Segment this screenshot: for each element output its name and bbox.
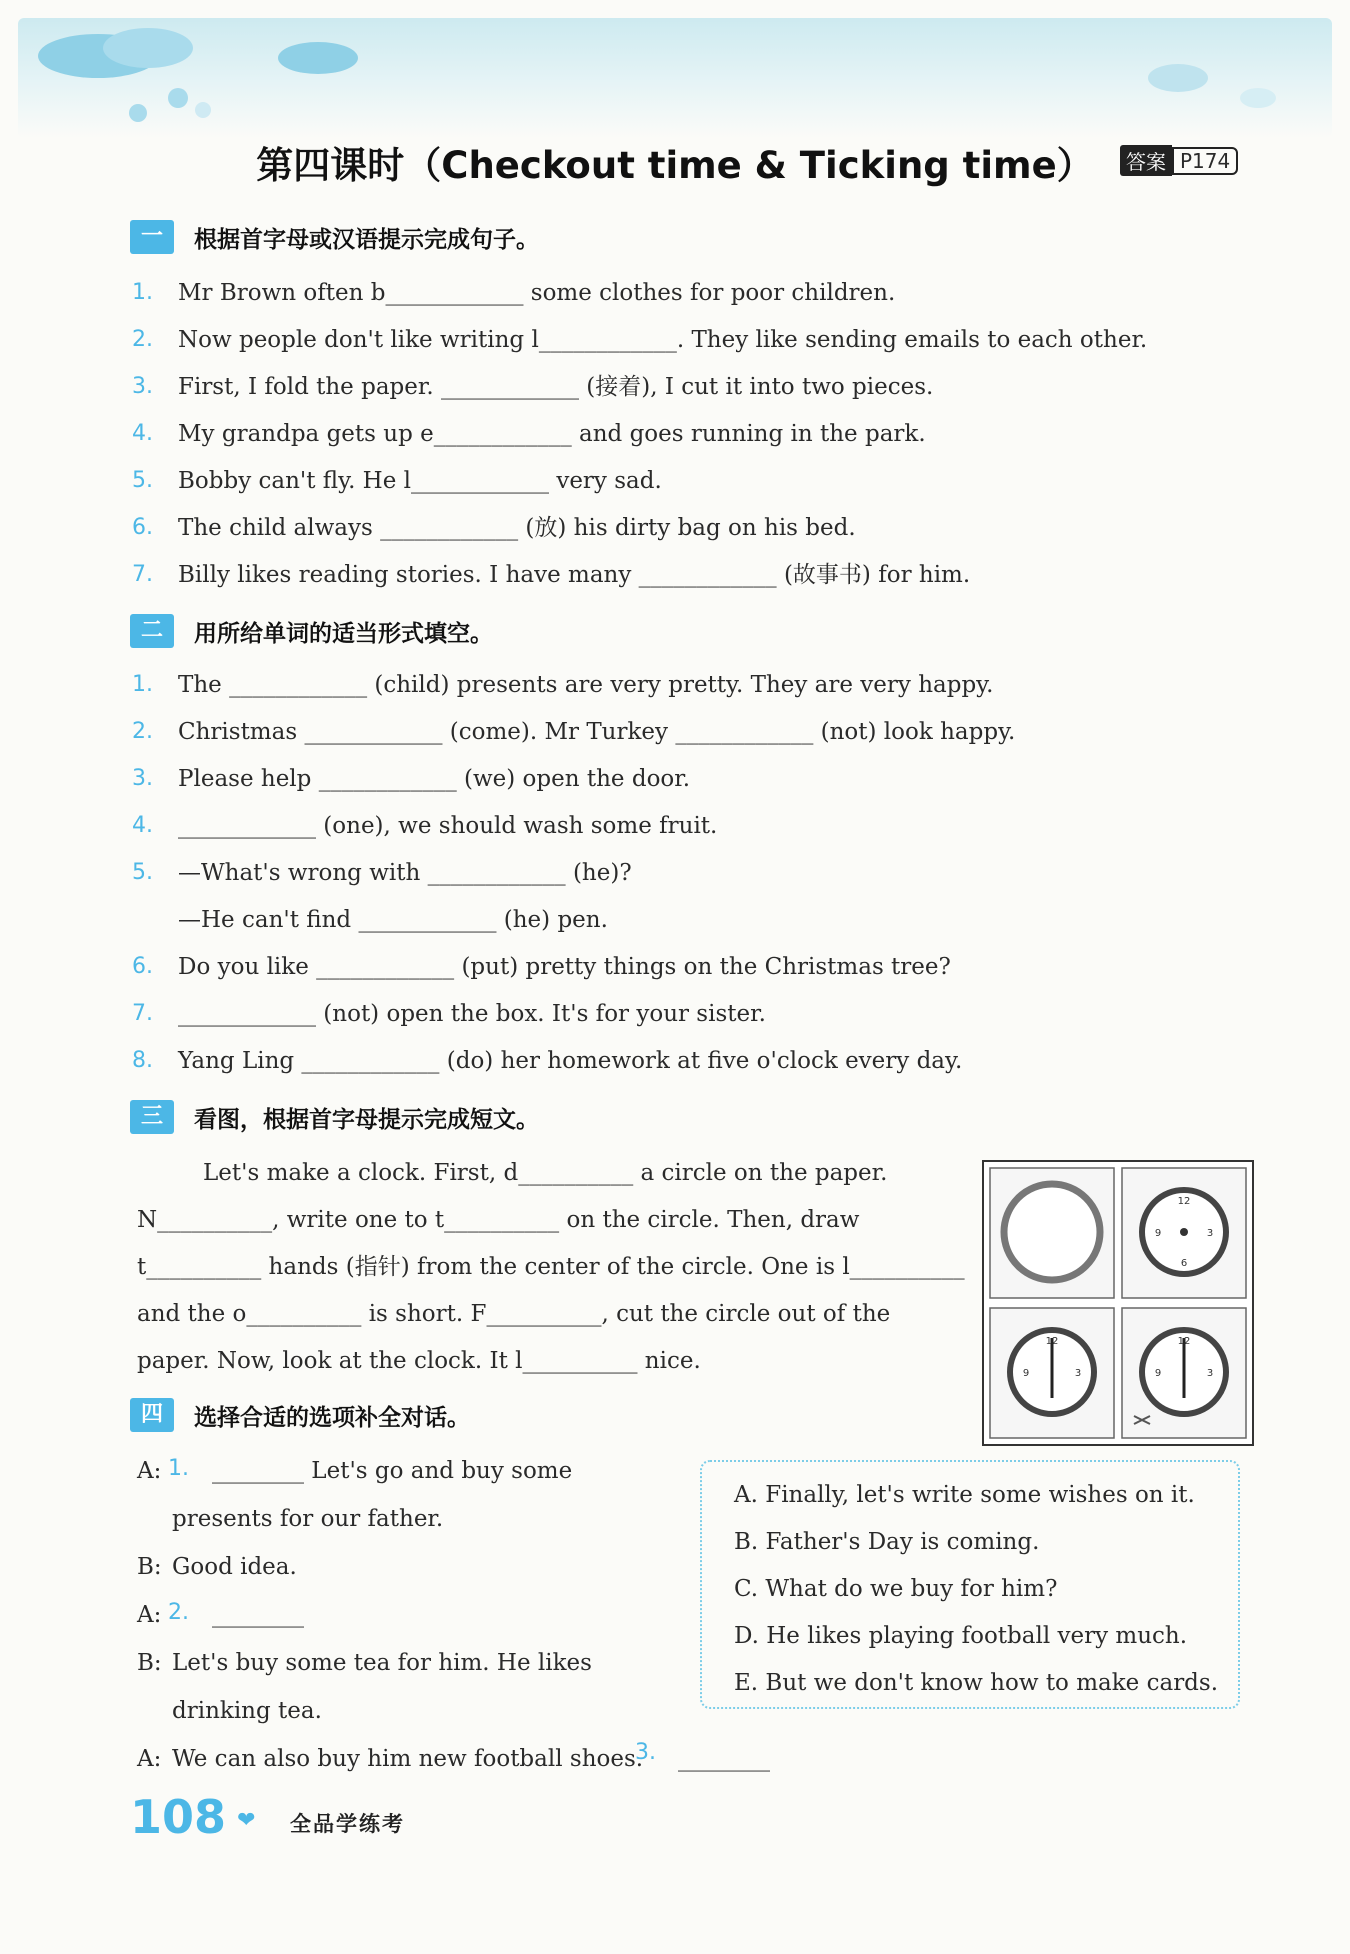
option-b <box>734 1529 1039 1555</box>
question-number: 3. <box>132 766 153 791</box>
option-text: Father's Day is coming. <box>765 1529 1040 1555</box>
question-text: The child always ____________ (放) his dirty bag on his bed. <box>178 515 856 541</box>
option-text: Finally, let's write some wishes on it. <box>765 1482 1195 1508</box>
option-letter: A. <box>734 1482 758 1508</box>
section-3-title: 看图，根据首字母提示完成短文。 <box>194 1106 539 1133</box>
question-text: Bobby can't fly. He l____________ very sad. <box>178 468 662 494</box>
option-letter: C. <box>734 1576 759 1602</box>
options-box <box>700 1460 1240 1709</box>
question-number: 1. <box>168 1456 189 1481</box>
option-letter: B. <box>734 1529 759 1555</box>
section-1-heading <box>130 220 539 254</box>
question-number: 7. <box>132 562 153 587</box>
question-text: First, I fold the paper. ____________ (接着), I cut it into two pieces. <box>178 374 934 400</box>
question-text: The ____________ (child) presents are very pretty. They are very happy. <box>178 672 994 698</box>
option-c <box>734 1576 1057 1602</box>
section-3-heading <box>130 1100 539 1134</box>
dialogue-blank: ________ <box>678 1746 770 1772</box>
question-text: Now people don't like writing l____________. They like sending emails to each other. <box>178 327 1148 353</box>
clock-steps-icon <box>984 1162 1252 1444</box>
dialogue-line: drinking tea. <box>172 1698 322 1724</box>
option-d <box>734 1623 1187 1649</box>
dialogue-line: We can also buy him new football shoes. <box>172 1746 644 1772</box>
passage-line: t__________ hands (指针) from the center of the circle. One is l__________ <box>137 1254 965 1280</box>
question-text: Yang Ling ____________ (do) her homework at five o'clock every day. <box>178 1048 963 1074</box>
clock-steps-illustration <box>982 1160 1254 1446</box>
dialogue-line: Let's buy some tea for him. He likes <box>172 1650 592 1676</box>
passage-line: N__________, write one to t__________ on the circle. Then, draw <box>137 1207 860 1233</box>
page-title: 第四课时（Checkout time & Ticking time） <box>256 144 1094 187</box>
section-2-title: 用所给单词的适当形式填空。 <box>194 620 493 647</box>
question-number: 5. <box>132 468 153 493</box>
question-text: Do you like ____________ (put) pretty things on the Christmas tree? <box>178 954 951 980</box>
question-text: Mr Brown often b____________ some clothes for poor children. <box>178 280 896 306</box>
option-letter: E. <box>734 1670 759 1696</box>
question-number: 3. <box>635 1740 656 1765</box>
question-text: Christmas ____________ (come). Mr Turkey ____________ (not) look happy. <box>178 719 1016 745</box>
dialogue-speaker: B: <box>137 1650 162 1676</box>
section-2-heading <box>130 614 493 648</box>
question-text: ____________ (one), we should wash some fruit. <box>178 813 718 839</box>
dialogue-line: Good idea. <box>172 1554 297 1580</box>
dialogue-line: presents for our father. <box>172 1506 444 1532</box>
option-text: But we don't know how to make cards. <box>765 1670 1219 1696</box>
svg-text:3: 3 <box>1206 1228 1214 1239</box>
dialogue-speaker: A: <box>137 1746 162 1772</box>
question-number: 1. <box>132 672 153 697</box>
passage-line: and the o__________ is short. F__________, cut the circle out of the <box>137 1301 891 1327</box>
svg-text:6: 6 <box>1180 1258 1188 1269</box>
question-number: 2. <box>168 1600 189 1625</box>
answer-label: 答案 <box>1120 145 1172 176</box>
dialogue-line: ________ Let's go and buy some <box>212 1458 573 1484</box>
svg-text:12: 12 <box>1045 1336 1059 1347</box>
svg-text:9: 9 <box>1022 1368 1030 1379</box>
option-letter: D. <box>734 1623 759 1649</box>
passage-line: paper. Now, look at the clock. It l__________ nice. <box>137 1348 701 1374</box>
question-number: 6. <box>132 515 153 540</box>
section-3-number: 三 <box>130 1100 174 1134</box>
section-4-title: 选择合适的选项补全对话。 <box>194 1404 470 1431</box>
dialogue-speaker: B: <box>137 1554 162 1580</box>
question-number: 2. <box>132 327 153 352</box>
section-2-number: 二 <box>130 614 174 648</box>
svg-text:3: 3 <box>1206 1368 1214 1379</box>
section-1-number: 一 <box>130 220 174 254</box>
question-number: 7. <box>132 1001 153 1026</box>
svg-text:9: 9 <box>1154 1368 1162 1379</box>
question-number: 2. <box>132 719 153 744</box>
question-number: 5. <box>132 860 153 885</box>
passage-line: Let's make a clock. First, d__________ a circle on the paper. <box>203 1160 888 1186</box>
question-text: —What's wrong with ____________ (he)? <box>178 860 632 886</box>
section-1-title: 根据首字母或汉语提示完成句子。 <box>194 226 539 253</box>
question-number: 6. <box>132 954 153 979</box>
page-number: 108 <box>130 1790 227 1844</box>
option-e <box>734 1670 1218 1696</box>
header-decoration <box>18 18 1332 138</box>
heart-icon: ❤ <box>237 1808 256 1833</box>
sky-decoration-icon <box>18 18 1332 138</box>
question-number: 4. <box>132 813 153 838</box>
svg-text:9: 9 <box>1154 1228 1162 1239</box>
brand-name: 全品学练考 <box>290 1812 405 1836</box>
dialogue-line: ________ <box>212 1602 304 1628</box>
question-number: 4. <box>132 421 153 446</box>
option-text: What do we buy for him? <box>765 1576 1058 1602</box>
question-number: 3. <box>132 374 153 399</box>
section-4-heading <box>130 1398 470 1432</box>
question-number: 1. <box>132 280 153 305</box>
dialogue-speaker: A: <box>137 1602 162 1628</box>
question-text: ____________ (not) open the box. It's for your sister. <box>178 1001 766 1027</box>
svg-text:12: 12 <box>1177 1336 1191 1347</box>
svg-text:3: 3 <box>1074 1368 1082 1379</box>
option-a <box>734 1482 1195 1508</box>
question-text: My grandpa gets up e____________ and goes running in the park. <box>178 421 926 447</box>
dialogue-speaker: A: <box>137 1458 162 1484</box>
answer-page: P174 <box>1172 147 1238 175</box>
section-4-number: 四 <box>130 1398 174 1432</box>
question-text: Please help ____________ (we) open the door. <box>178 766 691 792</box>
question-text: —He can't find ____________ (he) pen. <box>178 907 608 933</box>
question-text: Billy likes reading stories. I have many ____________ (故事书) for him. <box>178 562 971 588</box>
option-text: He likes playing football very much. <box>766 1623 1188 1649</box>
question-number: 8. <box>132 1048 153 1073</box>
answer-reference <box>1120 145 1238 176</box>
svg-text:12: 12 <box>1177 1196 1191 1207</box>
